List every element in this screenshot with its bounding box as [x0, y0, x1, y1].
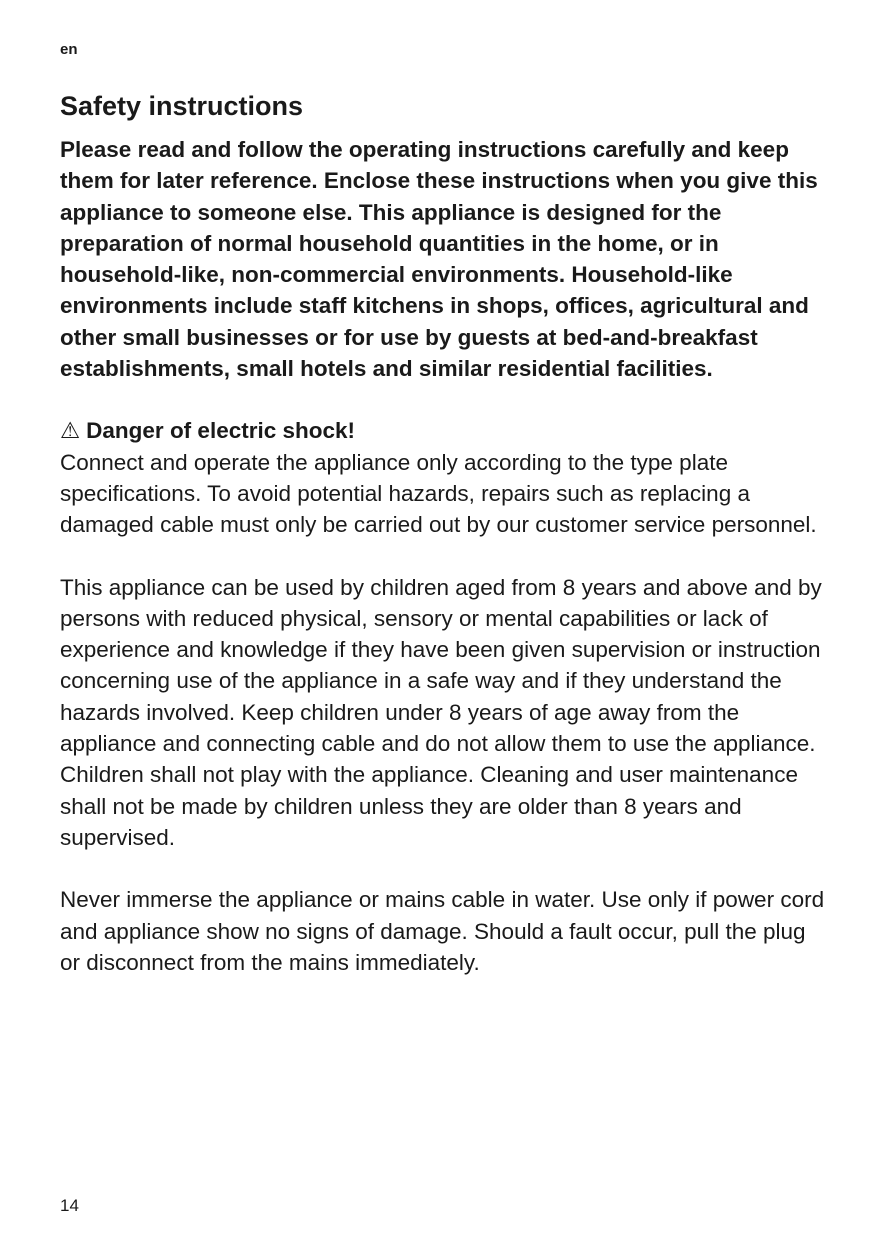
children-supervision-paragraph: This appliance can be used by children aged from 8 years and above and by persons with reduced physical, sensory or mental capabilities or lack of experience and knowledge if they have been given supervision or instruction concerning use of the appliance in a safe way and if they understand the hazards involved. Keep children under 8 years of age away from the appliance and connecting cable and do not allow them to use the appliance. Children shall not play with the appliance. Cleaning and user maintenance shall not be made by children unless they are older than 8 years and supervised.	[60, 574, 822, 850]
warning-heading-text: Danger of electric shock!	[86, 418, 356, 444]
warning-heading	[60, 415, 830, 446]
electric-shock-warning	[60, 415, 830, 540]
water-damage-paragraph: Never immerse the appliance or mains cable in water. Use only if power cord and appliance show no signs of damage. Should a fault occur, pull the plug or disconnect from the mains immediately.	[60, 887, 825, 975]
section-title: Safety instructions	[60, 91, 304, 121]
safety-section	[60, 88, 830, 978]
page-number: 14	[60, 1196, 79, 1215]
warning-text: Connect and operate the appliance only according to the type plate specifications. To avoid potential hazards, repairs such as replacing a damaged cable must only be carried out by our customer service personnel.	[60, 449, 817, 538]
warning-triangle-icon: ⚠	[60, 418, 81, 444]
language-code: en	[60, 41, 78, 58]
intro-paragraph: Please read and follow the operating instructions carefully and keep them for later reference. Enclose these instructions when you give this appliance to someone else. This appliance is designed for the preparation of normal household quantities in the home, or in household-like, non-commercial environments. Household-like environments include staff kitchens in shops, offices, agricultural and other small businesses or for use by guests at bed-and-breakfast establishments, small hotels and similar residential facilities.	[60, 137, 818, 382]
